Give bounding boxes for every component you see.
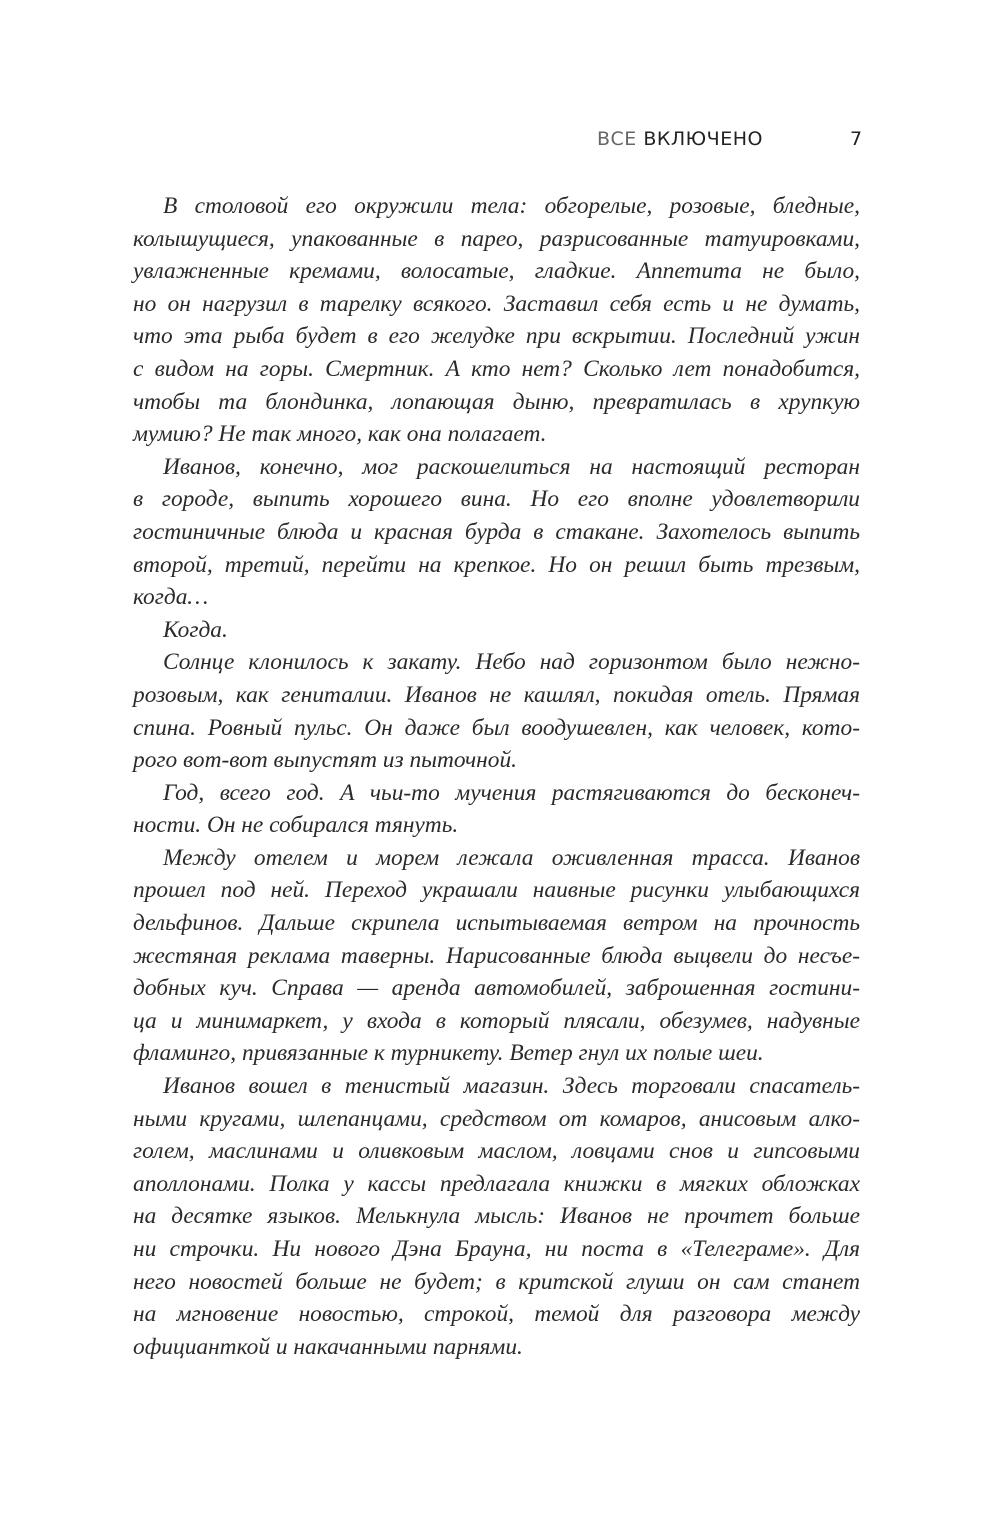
text-line: рого вот-вот выпустят из пыточной. [133, 747, 517, 774]
text-line: чтобы та блондинка, лопающая дыню, превратилась в хрупкую [133, 388, 860, 415]
text-line: ца и минимаркет, у входа в который плясали, обезумев, надувные [133, 1007, 860, 1034]
text-line: спина. Ровный пульс. Он даже был воодушевлен, как человек, кото- [133, 714, 860, 741]
text-line: гостиничные блюда и красная бурда в стакане. Захотелось выпить [133, 518, 860, 545]
text-line: Между отелем и морем лежала оживленная трасса. Иванов [163, 844, 860, 871]
running-title-part2: ВКЛЮЧЕНО [643, 128, 763, 150]
text-line: В столовой его окружили тела: обгорелые, розовые, бледные, [163, 193, 860, 219]
text-line: но он нагрузил в тарелку всякого. Заставил себя есть и не думать, [133, 290, 860, 317]
text-line: фламинго, привязанные к турникету. Ветер гнул их полые шеи. [133, 1040, 764, 1067]
text-line: прошел под ней. Переход украшали наивные рисунки улыбающихся [133, 877, 860, 904]
running-header [597, 128, 763, 150]
page-number: 7 [850, 128, 863, 150]
text-line: мумию? Не так много, как она полагает. [133, 421, 547, 448]
text-line: увлажненные кремами, волосатые, гладкие. Аппетита не было, [133, 258, 860, 285]
text-line: Когда. [163, 616, 228, 643]
text-line: в городе, выпить хорошего вина. Но его вполне удовлетворили [133, 486, 860, 513]
text-line: на мгновение новостью, строкой, темой для разговора между [133, 1301, 860, 1328]
text-line: него новостей больше не будет; в критской глуши он сам станет [133, 1268, 860, 1295]
text-line: ными кругами, шлепанцами, средством от комаров, анисовым алко- [133, 1105, 860, 1132]
text-line: ности. Он не собирался тянуть. [133, 812, 459, 839]
text-line: Солнце клонилось к закату. Небо над горизонтом было нежно- [163, 649, 860, 676]
text-line: колышущиеся, упакованные в парео, разрисованные татуировками, [133, 225, 860, 252]
text-line: официанткой и накачанными парнями. [133, 1333, 523, 1360]
text-line: Иванов вошел в тенистый магазин. Здесь торговали спасатель- [163, 1073, 860, 1100]
text-line: Год, всего год. А чьи-то мучения растягиваются до бесконеч- [163, 779, 860, 806]
text-line: голем, маслинами и оливковым маслом, ловцами снов и гипсовыми [133, 1138, 860, 1165]
text-line: с видом на горы. Смертник. А кто нет? Сколько лет понадобится, [133, 355, 860, 382]
text-line: дельфинов. Дальше скрипела испытываемая ветром на прочность [133, 910, 860, 937]
running-title-part1: ВСЕ [597, 128, 637, 150]
text-line: жестяная реклама таверны. Нарисованные блюда выцвели до несъе- [133, 942, 860, 969]
text-line: аполлонами. Полка у кассы предлагала книжки в мягких обложках [133, 1170, 860, 1197]
text-line: Иванов, конечно, мог раскошелиться на настоящий ресторан [163, 453, 860, 480]
text-line: добных куч. Справа — аренда автомобилей, заброшенная гостини- [133, 975, 860, 1002]
text-line: ни строчки. Ни нового Дэна Брауна, ни поста в «Телеграме». Для [133, 1236, 860, 1262]
text-line: на десятке языков. Мелькнула мысль: Иванов не прочтет больше [133, 1203, 860, 1230]
text-line: что эта рыба будет в его желудке при вскрытии. Последний ужин [133, 323, 860, 350]
text-line: когда… [133, 584, 209, 611]
body-text [133, 190, 860, 1363]
text-line: второй, третий, перейти на крепкое. Но он решил быть трезвым, [133, 551, 860, 578]
text-line: розовым, как гениталии. Иванов не кашлял, покидая отель. Прямая [133, 681, 860, 708]
